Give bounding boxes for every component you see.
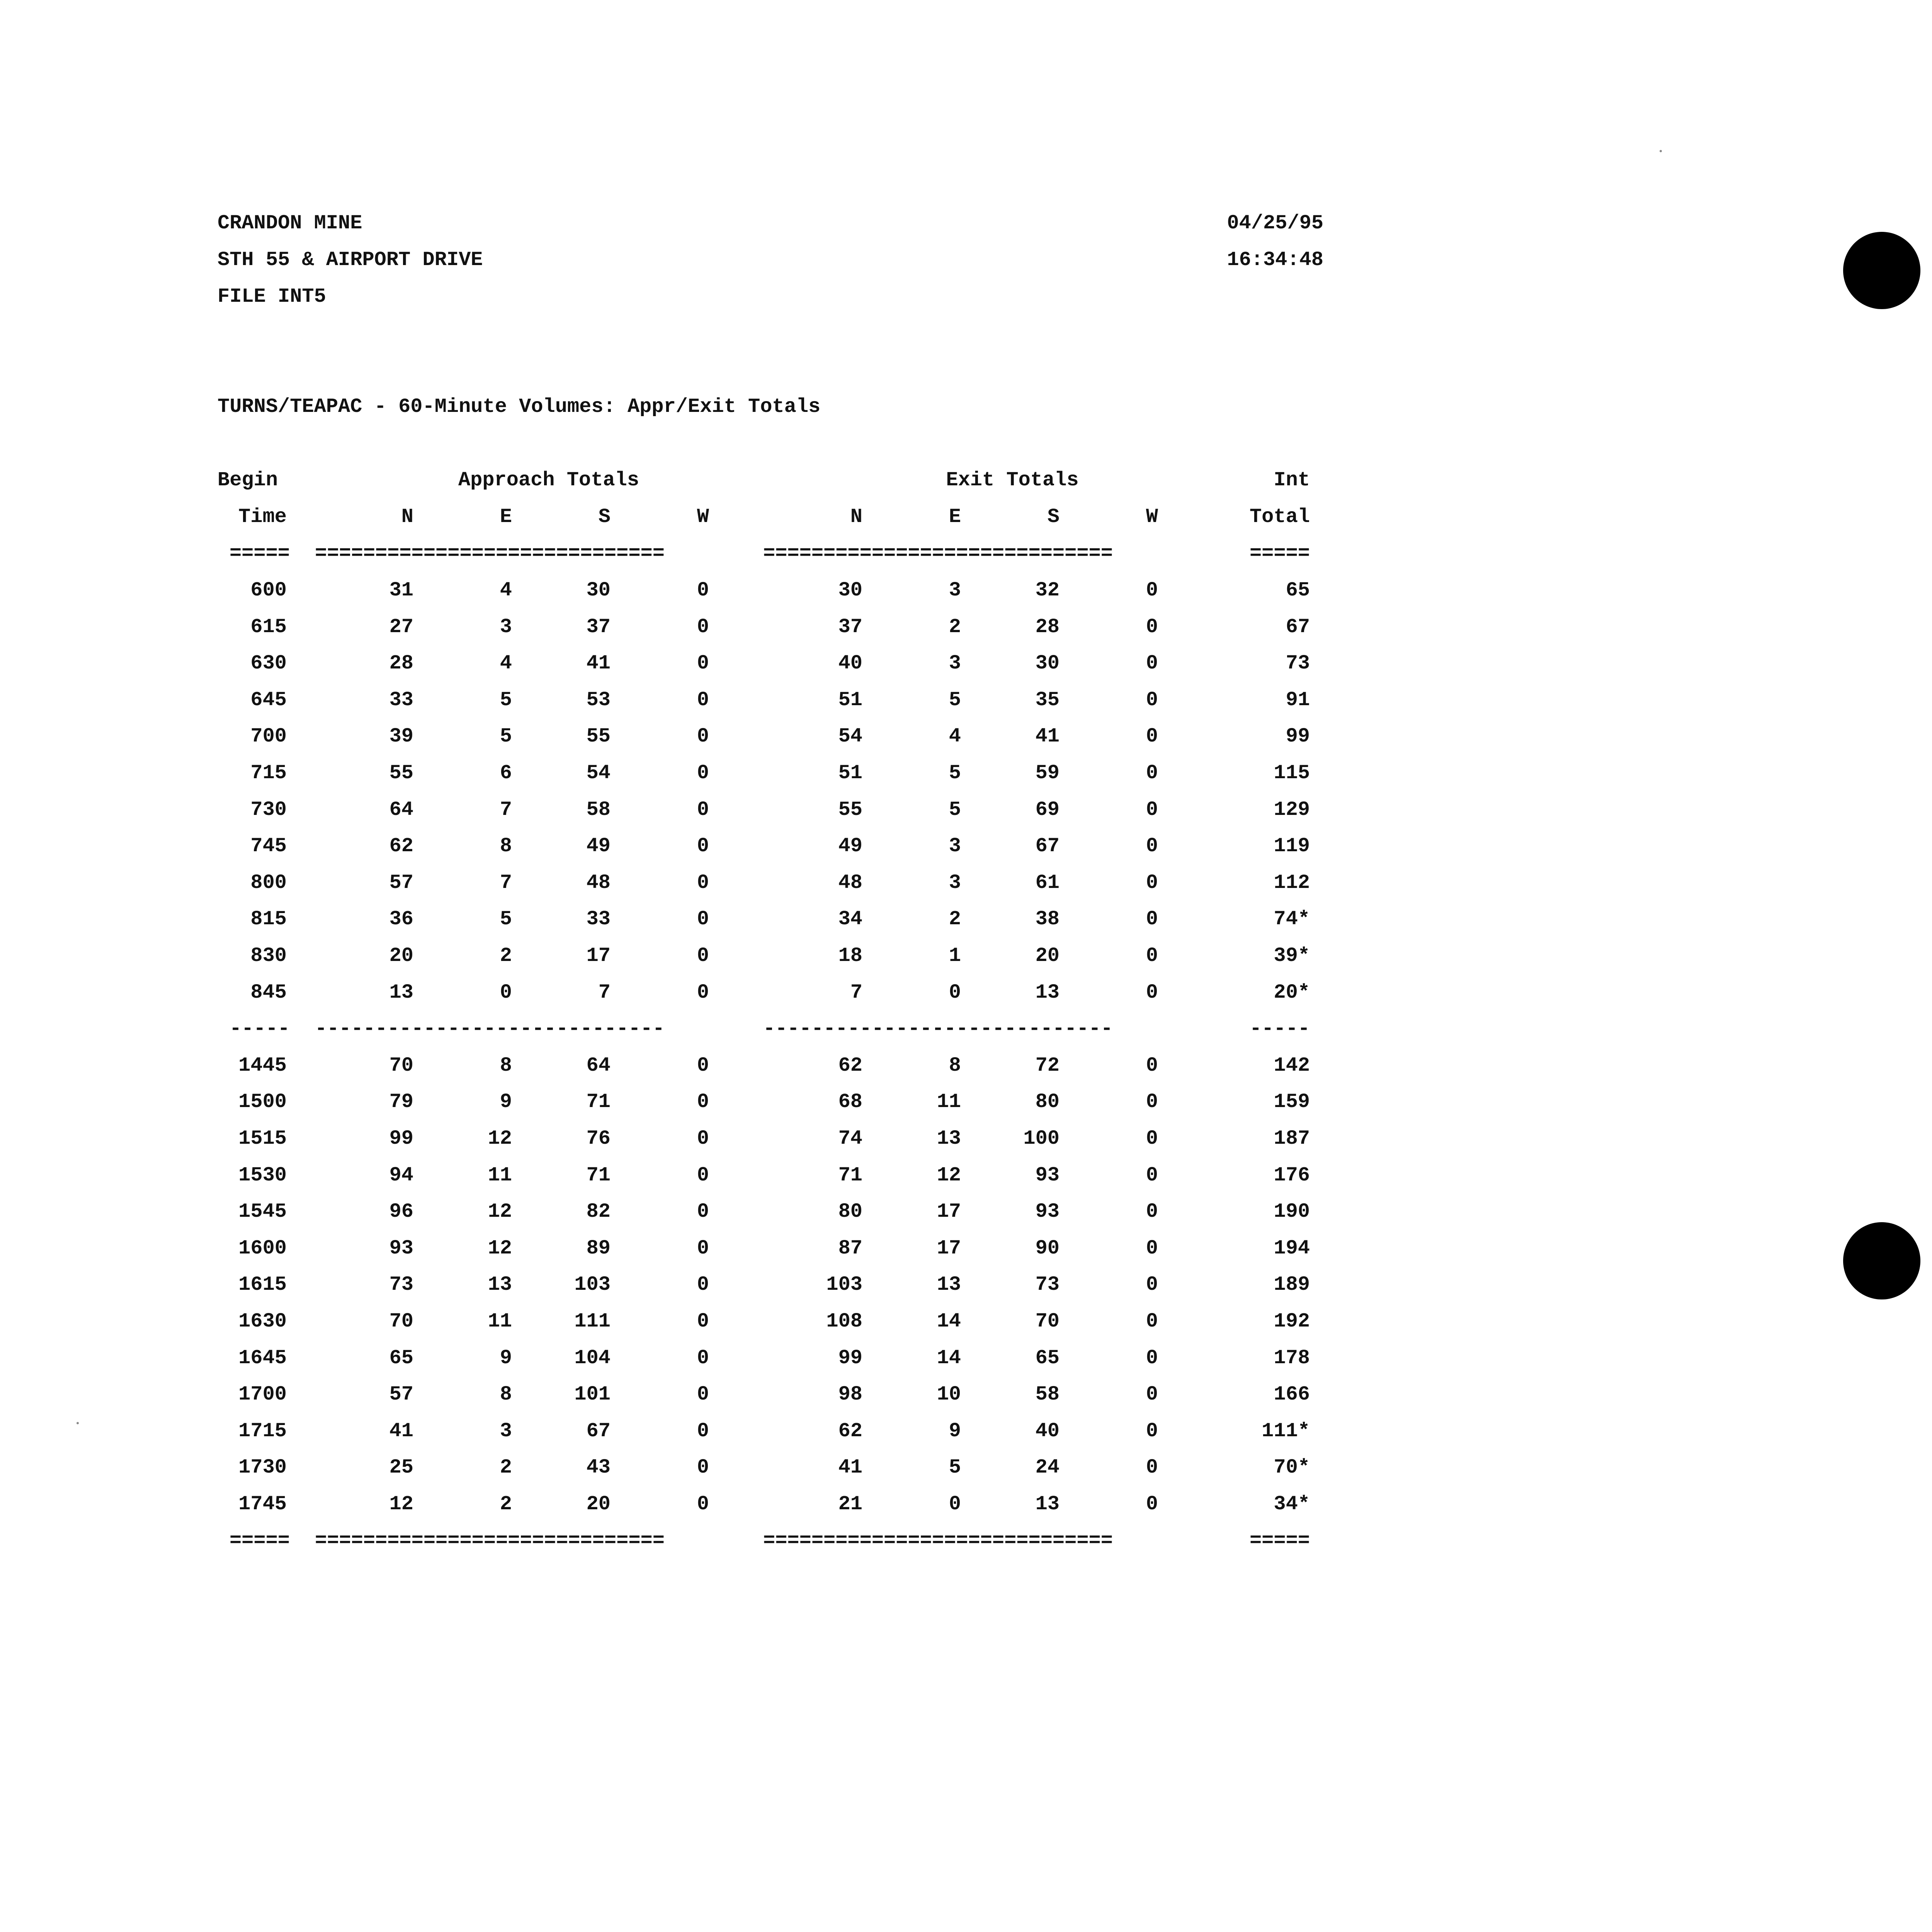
- cell-approach-n: 55: [389, 762, 413, 784]
- cell-approach-s: 30: [586, 579, 611, 602]
- cell-int-total: 111*: [1262, 1419, 1310, 1442]
- cell-exit-s: 24: [1035, 1456, 1060, 1479]
- cell-exit-n: 108: [826, 1310, 862, 1333]
- cell-exit-s: 38: [1035, 908, 1060, 931]
- cell-int-total: 166: [1274, 1383, 1310, 1406]
- cell-approach-n: 57: [389, 1383, 413, 1406]
- cell-exit-e: 3: [949, 579, 961, 602]
- cell-exit-e: 5: [949, 798, 961, 821]
- separator-single: -----------------------------: [763, 1017, 1113, 1041]
- cell-exit-n: 51: [838, 762, 862, 784]
- cell-int-total: 74*: [1274, 908, 1310, 931]
- cell-approach-n: 73: [389, 1273, 413, 1296]
- cell-exit-s: 61: [1035, 871, 1060, 894]
- cell-approach-w: 0: [697, 1493, 709, 1515]
- cell-exit-w: 0: [1146, 871, 1158, 894]
- cell-approach-s: 7: [598, 981, 611, 1004]
- cell-approach-n: 79: [389, 1090, 413, 1114]
- cell-approach-w: 0: [697, 908, 709, 931]
- cell-approach-s: 71: [586, 1090, 611, 1114]
- cell-int-total: 112: [1274, 871, 1310, 894]
- cell-exit-s: 28: [1035, 615, 1060, 638]
- approach-totals-header: Approach Totals: [458, 469, 639, 492]
- cell-approach-s: 64: [586, 1054, 611, 1077]
- cell-exit-e: 1: [949, 944, 961, 967]
- cell-approach-e: 8: [500, 1383, 512, 1406]
- cell-exit-e: 17: [937, 1200, 961, 1223]
- cell-exit-s: 70: [1035, 1310, 1060, 1333]
- cell-approach-s: 20: [586, 1493, 611, 1515]
- cell-approach-n: 28: [389, 652, 413, 675]
- cell-exit-e: 8: [949, 1054, 961, 1077]
- cell-exit-e: 17: [937, 1236, 961, 1260]
- cell-exit-w: 0: [1146, 835, 1158, 858]
- cell-exit-e: 13: [937, 1127, 961, 1150]
- location-line: STH 55 & AIRPORT DRIVE: [218, 248, 483, 271]
- cell-exit-w: 0: [1146, 1493, 1158, 1515]
- cell-exit-e: 14: [937, 1346, 961, 1369]
- cell-exit-s: 100: [1023, 1127, 1060, 1150]
- cell-exit-w: 0: [1146, 1419, 1158, 1442]
- cell-exit-n: 37: [838, 615, 862, 638]
- cell-approach-w: 0: [697, 1163, 709, 1187]
- cell-approach-n: 93: [389, 1236, 413, 1260]
- cell-int-total: 70*: [1274, 1456, 1310, 1479]
- cell-int-total: 159: [1274, 1090, 1310, 1114]
- cell-exit-w: 0: [1146, 1456, 1158, 1479]
- cell-int-total: 99: [1286, 725, 1310, 748]
- cell-approach-e: 11: [488, 1310, 512, 1333]
- cell-approach-s: 67: [586, 1419, 611, 1442]
- cell-approach-w: 0: [697, 798, 709, 821]
- separator-double: =====: [229, 1529, 290, 1552]
- cell-approach-s: 48: [586, 871, 611, 894]
- int-header: Int: [1274, 469, 1310, 492]
- cell-time: 615: [250, 615, 287, 638]
- cell-approach-s: 54: [586, 762, 611, 784]
- cell-exit-n: 71: [838, 1163, 862, 1187]
- cell-approach-s: 101: [574, 1383, 611, 1406]
- cell-exit-e: 4: [949, 725, 961, 748]
- cell-approach-n: 65: [389, 1346, 413, 1369]
- cell-approach-s: 76: [586, 1127, 611, 1150]
- separator-double: =============================: [315, 542, 665, 565]
- report-title: TURNS/TEAPAC - 60-Minute Volumes: Appr/Exit Totals: [218, 395, 821, 418]
- cell-int-total: 190: [1274, 1200, 1310, 1223]
- cell-exit-e: 10: [937, 1383, 961, 1406]
- cell-approach-n: 33: [389, 688, 413, 711]
- cell-time: 730: [250, 798, 287, 821]
- separator-double: =============================: [763, 1529, 1113, 1552]
- cell-time: 700: [250, 725, 287, 748]
- cell-time: 630: [250, 652, 287, 675]
- cell-exit-w: 0: [1146, 944, 1158, 967]
- cell-time: 1445: [238, 1054, 287, 1077]
- cell-exit-s: 30: [1035, 652, 1060, 675]
- separator-double: =============================: [763, 542, 1113, 565]
- cell-exit-w: 0: [1146, 1054, 1158, 1077]
- cell-exit-n: 49: [838, 835, 862, 858]
- cell-exit-w: 0: [1146, 1346, 1158, 1369]
- cell-exit-w: 0: [1146, 579, 1158, 602]
- cell-approach-w: 0: [697, 1273, 709, 1296]
- cell-approach-n: 70: [389, 1310, 413, 1333]
- cell-exit-s: 80: [1035, 1090, 1060, 1114]
- cell-exit-w: 0: [1146, 652, 1158, 675]
- cell-time: 745: [250, 835, 287, 858]
- column-header-exit-s: S: [1047, 505, 1060, 528]
- cell-approach-s: 104: [574, 1346, 611, 1369]
- cell-time: 845: [250, 981, 287, 1004]
- cell-int-total: 192: [1274, 1310, 1310, 1333]
- cell-approach-n: 96: [389, 1200, 413, 1223]
- cell-approach-e: 12: [488, 1236, 512, 1260]
- cell-approach-e: 2: [500, 944, 512, 967]
- cell-exit-e: 2: [949, 908, 961, 931]
- cell-approach-w: 0: [697, 652, 709, 675]
- column-header-int-total: Total: [1249, 505, 1310, 528]
- column-header-exit-n: N: [850, 505, 862, 528]
- cell-approach-n: 31: [389, 579, 413, 602]
- cell-exit-w: 0: [1146, 1163, 1158, 1187]
- cell-exit-s: 73: [1035, 1273, 1060, 1296]
- cell-exit-e: 5: [949, 688, 961, 711]
- cell-approach-s: 111: [574, 1310, 611, 1333]
- scan-speck: [1660, 150, 1662, 152]
- cell-approach-s: 49: [586, 835, 611, 858]
- cell-int-total: 187: [1274, 1127, 1310, 1150]
- cell-approach-s: 43: [586, 1456, 611, 1479]
- cell-approach-s: 103: [574, 1273, 611, 1296]
- cell-time: 830: [250, 944, 287, 967]
- cell-approach-n: 39: [389, 725, 413, 748]
- cell-exit-e: 11: [937, 1090, 961, 1114]
- cell-exit-n: 80: [838, 1200, 862, 1223]
- cell-exit-s: 72: [1035, 1054, 1060, 1077]
- cell-approach-w: 0: [697, 688, 709, 711]
- cell-approach-s: 37: [586, 615, 611, 638]
- cell-approach-e: 9: [500, 1090, 512, 1114]
- cell-approach-n: 36: [389, 908, 413, 931]
- cell-int-total: 142: [1274, 1054, 1310, 1077]
- punch-hole-middle: [1843, 1222, 1920, 1299]
- cell-exit-s: 58: [1035, 1383, 1060, 1406]
- column-header-approach-s: S: [598, 505, 611, 528]
- cell-approach-n: 27: [389, 615, 413, 638]
- cell-approach-s: 41: [586, 652, 611, 675]
- cell-int-total: 67: [1286, 615, 1310, 638]
- cell-approach-e: 4: [500, 652, 512, 675]
- cell-exit-w: 0: [1146, 1200, 1158, 1223]
- cell-exit-s: 32: [1035, 579, 1060, 602]
- cell-exit-s: 59: [1035, 762, 1060, 784]
- cell-time: 800: [250, 871, 287, 894]
- cell-exit-w: 0: [1146, 981, 1158, 1004]
- cell-time: 1515: [238, 1127, 287, 1150]
- cell-approach-s: 33: [586, 908, 611, 931]
- separator-double: =====: [1249, 542, 1310, 565]
- cell-time: 1615: [238, 1273, 287, 1296]
- cell-exit-s: 93: [1035, 1163, 1060, 1187]
- cell-exit-s: 93: [1035, 1200, 1060, 1223]
- cell-exit-w: 0: [1146, 1273, 1158, 1296]
- report-time: 16:34:48: [1227, 248, 1323, 271]
- cell-approach-w: 0: [697, 1090, 709, 1114]
- cell-approach-w: 0: [697, 725, 709, 748]
- cell-approach-e: 7: [500, 871, 512, 894]
- cell-approach-w: 0: [697, 871, 709, 894]
- cell-approach-e: 13: [488, 1273, 512, 1296]
- cell-time: 1745: [238, 1493, 287, 1515]
- cell-exit-w: 0: [1146, 798, 1158, 821]
- cell-int-total: 178: [1274, 1346, 1310, 1369]
- cell-time: 1545: [238, 1200, 287, 1223]
- cell-approach-e: 8: [500, 835, 512, 858]
- cell-exit-n: 103: [826, 1273, 862, 1296]
- cell-time: 815: [250, 908, 287, 931]
- cell-approach-w: 0: [697, 1310, 709, 1333]
- cell-exit-n: 99: [838, 1346, 862, 1369]
- cell-exit-e: 13: [937, 1273, 961, 1296]
- cell-exit-e: 2: [949, 615, 961, 638]
- cell-int-total: 189: [1274, 1273, 1310, 1296]
- cell-approach-w: 0: [697, 1456, 709, 1479]
- cell-approach-e: 0: [500, 981, 512, 1004]
- cell-exit-s: 90: [1035, 1236, 1060, 1260]
- cell-approach-e: 6: [500, 762, 512, 784]
- cell-exit-s: 13: [1035, 1493, 1060, 1515]
- cell-int-total: 194: [1274, 1236, 1310, 1260]
- begin-header: Begin: [218, 469, 278, 492]
- cell-exit-n: 18: [838, 944, 862, 967]
- cell-approach-s: 89: [586, 1236, 611, 1260]
- cell-int-total: 115: [1274, 762, 1310, 784]
- separator-single: -----------------------------: [315, 1017, 665, 1041]
- cell-approach-e: 5: [500, 688, 512, 711]
- cell-exit-s: 35: [1035, 688, 1060, 711]
- cell-approach-n: 70: [389, 1054, 413, 1077]
- cell-exit-w: 0: [1146, 1310, 1158, 1333]
- cell-approach-n: 57: [389, 871, 413, 894]
- cell-exit-e: 0: [949, 1493, 961, 1515]
- cell-approach-s: 58: [586, 798, 611, 821]
- cell-time: 1715: [238, 1419, 287, 1442]
- cell-exit-n: 87: [838, 1236, 862, 1260]
- cell-approach-s: 53: [586, 688, 611, 711]
- cell-exit-s: 67: [1035, 835, 1060, 858]
- cell-approach-s: 82: [586, 1200, 611, 1223]
- cell-approach-w: 0: [697, 762, 709, 784]
- file-line: FILE INT5: [218, 285, 326, 308]
- cell-exit-e: 14: [937, 1310, 961, 1333]
- cell-exit-n: 74: [838, 1127, 862, 1150]
- cell-int-total: 73: [1286, 652, 1310, 675]
- column-header-approach-w: W: [697, 505, 709, 528]
- cell-approach-e: 5: [500, 725, 512, 748]
- cell-time: 1500: [238, 1090, 287, 1114]
- cell-approach-w: 0: [697, 1346, 709, 1369]
- cell-int-total: 34*: [1274, 1493, 1310, 1515]
- cell-exit-e: 3: [949, 652, 961, 675]
- cell-exit-w: 0: [1146, 1127, 1158, 1150]
- cell-approach-w: 0: [697, 615, 709, 638]
- cell-approach-s: 71: [586, 1163, 611, 1187]
- cell-approach-w: 0: [697, 1200, 709, 1223]
- column-header-approach-n: N: [401, 505, 413, 528]
- cell-exit-w: 0: [1146, 688, 1158, 711]
- cell-time: 1700: [238, 1383, 287, 1406]
- cell-int-total: 20*: [1274, 981, 1310, 1004]
- cell-exit-n: 30: [838, 579, 862, 602]
- cell-approach-e: 5: [500, 908, 512, 931]
- cell-exit-e: 12: [937, 1163, 961, 1187]
- cell-exit-e: 5: [949, 1456, 961, 1479]
- cell-exit-e: 0: [949, 981, 961, 1004]
- cell-approach-w: 0: [697, 944, 709, 967]
- cell-exit-w: 0: [1146, 725, 1158, 748]
- cell-exit-n: 7: [850, 981, 862, 1004]
- cell-exit-s: 40: [1035, 1419, 1060, 1442]
- cell-time: 645: [250, 688, 287, 711]
- cell-int-total: 91: [1286, 688, 1310, 711]
- project-name: CRANDON MINE: [218, 212, 362, 235]
- cell-time: 1530: [238, 1163, 287, 1187]
- cell-exit-e: 3: [949, 871, 961, 894]
- cell-approach-e: 2: [500, 1456, 512, 1479]
- cell-approach-n: 41: [389, 1419, 413, 1442]
- cell-approach-e: 9: [500, 1346, 512, 1369]
- separator-double: =============================: [315, 1529, 665, 1552]
- cell-approach-n: 20: [389, 944, 413, 967]
- cell-approach-s: 17: [586, 944, 611, 967]
- cell-int-total: 65: [1286, 579, 1310, 602]
- cell-time: 1645: [238, 1346, 287, 1369]
- cell-approach-w: 0: [697, 579, 709, 602]
- cell-approach-s: 55: [586, 725, 611, 748]
- cell-approach-n: 64: [389, 798, 413, 821]
- cell-time: 1600: [238, 1236, 287, 1260]
- cell-int-total: 119: [1274, 835, 1310, 858]
- cell-approach-n: 99: [389, 1127, 413, 1150]
- column-header-approach-e: E: [500, 505, 512, 528]
- cell-int-total: 129: [1274, 798, 1310, 821]
- cell-exit-w: 0: [1146, 1383, 1158, 1406]
- cell-approach-e: 12: [488, 1200, 512, 1223]
- cell-approach-e: 2: [500, 1493, 512, 1515]
- cell-approach-e: 12: [488, 1127, 512, 1150]
- cell-time: 715: [250, 762, 287, 784]
- cell-exit-n: 62: [838, 1419, 862, 1442]
- cell-exit-n: 51: [838, 688, 862, 711]
- cell-approach-e: 11: [488, 1163, 512, 1187]
- cell-approach-e: 4: [500, 579, 512, 602]
- cell-time: 1630: [238, 1310, 287, 1333]
- cell-exit-e: 9: [949, 1419, 961, 1442]
- cell-exit-w: 0: [1146, 1090, 1158, 1114]
- separator-single: -----: [1249, 1017, 1310, 1041]
- punch-hole-top: [1843, 232, 1920, 309]
- cell-exit-s: 13: [1035, 981, 1060, 1004]
- report-date: 04/25/95: [1227, 212, 1323, 235]
- cell-exit-w: 0: [1146, 908, 1158, 931]
- cell-exit-s: 69: [1035, 798, 1060, 821]
- cell-exit-w: 0: [1146, 615, 1158, 638]
- cell-approach-w: 0: [697, 1419, 709, 1442]
- cell-exit-s: 41: [1035, 725, 1060, 748]
- cell-approach-n: 62: [389, 835, 413, 858]
- cell-approach-w: 0: [697, 1127, 709, 1150]
- separator-double: =====: [229, 542, 290, 565]
- cell-approach-n: 12: [389, 1493, 413, 1515]
- cell-exit-n: 48: [838, 871, 862, 894]
- cell-approach-e: 7: [500, 798, 512, 821]
- separator-single: -----: [229, 1017, 290, 1041]
- cell-exit-n: 54: [838, 725, 862, 748]
- cell-exit-s: 65: [1035, 1346, 1060, 1369]
- cell-exit-n: 62: [838, 1054, 862, 1077]
- cell-approach-e: 3: [500, 1419, 512, 1442]
- cell-approach-n: 94: [389, 1163, 413, 1187]
- cell-approach-w: 0: [697, 835, 709, 858]
- cell-exit-n: 68: [838, 1090, 862, 1114]
- exit-totals-header: Exit Totals: [946, 469, 1079, 492]
- cell-time: 600: [250, 579, 287, 602]
- cell-approach-n: 13: [389, 981, 413, 1004]
- column-header-exit-w: W: [1146, 505, 1158, 528]
- column-header-time: Time: [238, 505, 287, 528]
- cell-int-total: 176: [1274, 1163, 1310, 1187]
- cell-time: 1730: [238, 1456, 287, 1479]
- cell-exit-n: 55: [838, 798, 862, 821]
- scan-speck: [77, 1422, 79, 1424]
- cell-exit-n: 34: [838, 908, 862, 931]
- cell-exit-n: 98: [838, 1383, 862, 1406]
- cell-exit-n: 40: [838, 652, 862, 675]
- cell-exit-e: 5: [949, 762, 961, 784]
- cell-approach-n: 25: [389, 1456, 413, 1479]
- cell-approach-e: 8: [500, 1054, 512, 1077]
- separator-double: =====: [1249, 1529, 1310, 1552]
- column-header-exit-e: E: [949, 505, 961, 528]
- cell-exit-s: 20: [1035, 944, 1060, 967]
- cell-int-total: 39*: [1274, 944, 1310, 967]
- cell-approach-w: 0: [697, 1054, 709, 1077]
- cell-exit-n: 41: [838, 1456, 862, 1479]
- cell-exit-e: 3: [949, 835, 961, 858]
- cell-approach-w: 0: [697, 1236, 709, 1260]
- cell-approach-w: 0: [697, 981, 709, 1004]
- cell-exit-n: 21: [838, 1493, 862, 1515]
- cell-approach-w: 0: [697, 1383, 709, 1406]
- cell-exit-w: 0: [1146, 1236, 1158, 1260]
- cell-exit-w: 0: [1146, 762, 1158, 784]
- cell-approach-e: 3: [500, 615, 512, 638]
